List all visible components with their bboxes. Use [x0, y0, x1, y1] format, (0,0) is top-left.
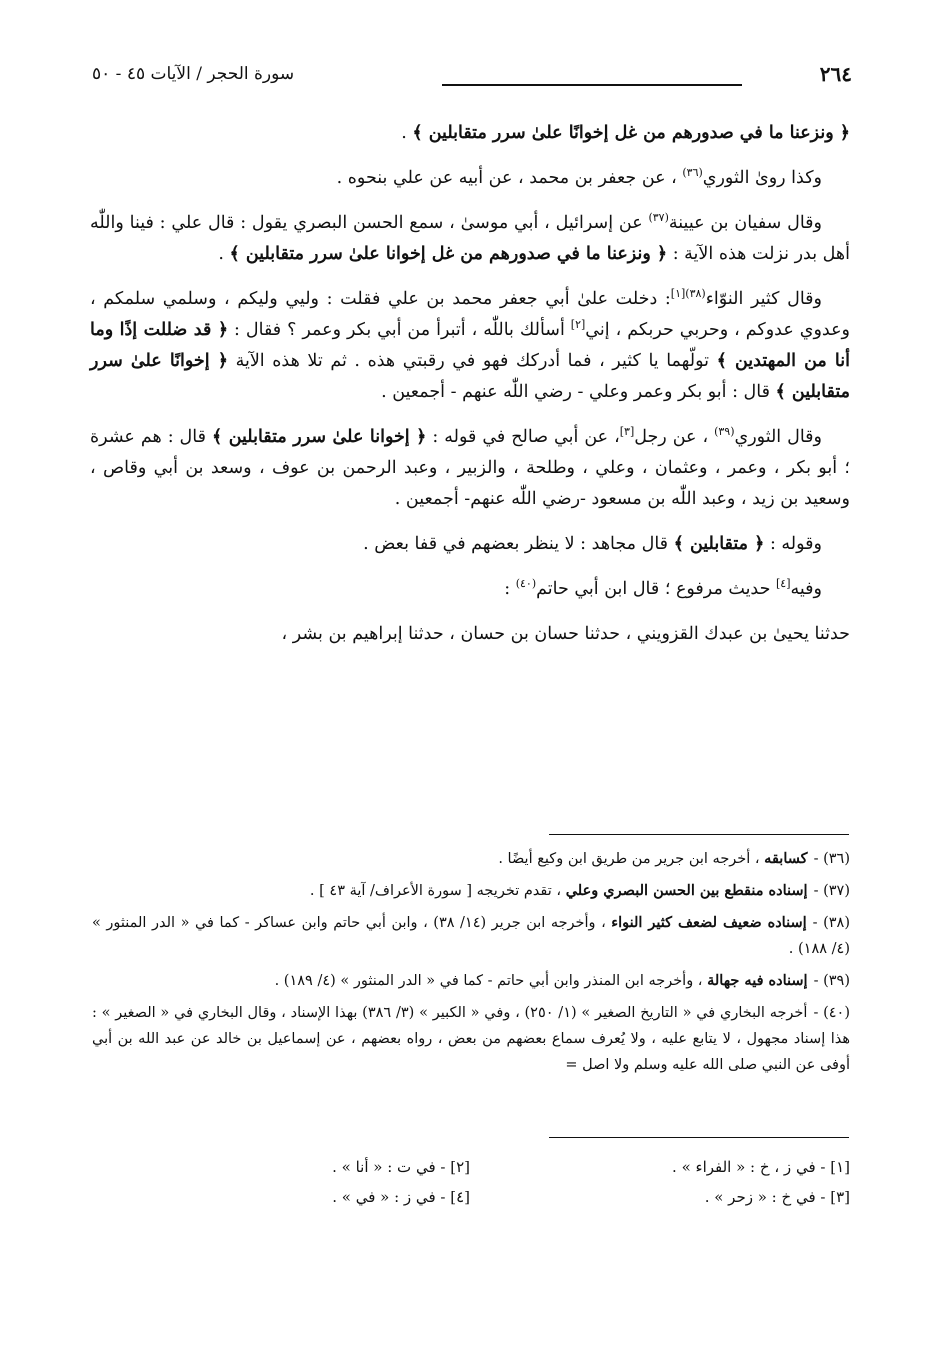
- text-run: وقال كثير النوّاء: [705, 289, 822, 309]
- grading-text: إسناده فيه جهالة: [707, 972, 808, 989]
- variant-note: [٤] - في ز : « في » .: [332, 1188, 470, 1206]
- footnote-text: ، أخرجه ابن جرير من طريق ابن وكيع أيضًا .: [498, 851, 765, 867]
- text-run: وكذا رویٰ الثوري: [702, 168, 822, 188]
- footnote-ref: (٣٨)[١]: [670, 287, 706, 301]
- footnote-text: ، وأخرجه ابن المنذر وابن أبي حاتم - كما في « الدر المنثور » (٤/ ١٨٩) .: [274, 973, 708, 989]
- footnote-ref: (٣٦): [682, 166, 703, 180]
- footnote-ref: (٣٧): [648, 211, 669, 225]
- variants-separator: [549, 1137, 849, 1138]
- manuscript-variants: [150, 1152, 850, 1212]
- footnote-text: ، وأخرجه ابن جرير (١٤/ ٣٨) ، وابن أبي حاتم وابن عساكر - كما في « الدر المنثور » (٤/ ١٨٨) .: [92, 915, 850, 957]
- text-run: وقال الثوري: [734, 427, 822, 447]
- footnote-number: (٤٠) -: [813, 1005, 851, 1021]
- quran-verse: ﴿ قد ضللت إذًا وما أنا من المهتدين ﴾: [90, 320, 850, 371]
- paragraph: [90, 619, 850, 650]
- text-run: عن إسرائيل ، أبي موسیٰ ، سمع الحسن البصري يقول : قال علي : فينا واللّٰه أهل بدر نزلت هذه الآية :: [90, 213, 850, 264]
- text-run: ، عن رجل: [634, 427, 715, 447]
- variant-note: [٢] - في ت : « أنا » .: [332, 1158, 470, 1176]
- text-run: قال مجاهد : لا ينظر بعضهم في قفا بعض .: [363, 534, 674, 554]
- text-run: .: [218, 244, 230, 264]
- text-run: وقال سفيان بن عيينة: [668, 213, 823, 233]
- text-run: أسألك باللّٰه ، أتبرأ من أبي بكر وعمر ؟ فقال :: [228, 320, 571, 340]
- footnote-ref: [٣]: [619, 425, 635, 439]
- variant-note: [١] - في ز ، خ : « الفراء » .: [672, 1158, 850, 1176]
- footnote-ref: [٢]: [570, 318, 586, 332]
- paragraph: [90, 284, 850, 408]
- main-text: [90, 118, 850, 664]
- paragraph: [90, 163, 850, 194]
- text-run: حديث مرفوع ؛ قال ابن أبي حاتم: [536, 579, 776, 599]
- quran-verse: ﴿ ونزعنا ما في صدورهم من غل إخوانا علىٰ سرر متقابلين ﴾: [229, 244, 668, 264]
- footnote-number: (٣٩) -: [813, 973, 850, 989]
- text-run: وفيه: [790, 579, 822, 599]
- text-run: ، عن أبي صالح في قوله :: [426, 427, 620, 447]
- quran-verse: ﴿ إخوانا علىٰ سرر متقابلين ﴾: [211, 427, 427, 447]
- running-title: سورة الحجر / الآيات ٤٥ - ٥٠: [92, 64, 295, 84]
- variant-note: [٣] - في خ : « زحر » .: [704, 1188, 850, 1206]
- header-rule: [442, 84, 742, 86]
- page-header: [92, 62, 852, 96]
- quran-verse: ﴿ ونزعنا ما في صدورهم من غل إخوانًا علىٰ سرر متقابلين ﴾: [412, 123, 850, 143]
- footnote-text: أخرجه البخاري في « التاريخ الصغير » (١/ ٢٥٠) ، وفي « الكبير » (٣/ ٣٨٦) بهذا الإسناد ، وقال البخاري في « الصغير » : هذا إسناد مجهول ، لا يتابع عليه ، ولا يُعرف سماع بعضهم من بعض ، رواه بعضهم ، عن إسماعيل بن خالد عن عبد الله بن أبي أوفى عن النبي صلى الله عليه وسلم ولا اصل =: [92, 1005, 850, 1073]
- grading-text: إسناده ضعيف لضعف كثير النواء: [611, 914, 807, 931]
- footnote: [92, 846, 850, 872]
- footnote-number: (٣٨) -: [812, 915, 850, 931]
- text-run: .: [401, 123, 413, 143]
- paragraph: [90, 422, 850, 515]
- footnote: [92, 1000, 850, 1078]
- text-run: تولّهما يا كثير ، فما أدركك فهو في رقبتي هذه . ثم تلا هذه الآية: [227, 351, 717, 371]
- quran-verse: ﴿ متقابلين ﴾: [673, 534, 765, 554]
- grading-text: إسناده منقطع بين الحسن البصري وعلي: [565, 882, 808, 899]
- footnote-separator: [549, 834, 849, 835]
- paragraph: [90, 529, 850, 560]
- footnote: [92, 910, 850, 962]
- paragraph: [90, 208, 850, 270]
- page-number: ٢٦٤: [819, 62, 852, 86]
- text-run: قال : هم عشرة ؛ أبو بكر ، وعمر ، وعثمان ، وعلي ، وطلحة ، والزبير ، وعبد الرحمن بن عوف ، وسعد بن أبي وقاص ، وسعيد بن زيد ، وعبد اللّٰه بن مسعود -رضي اللّٰه عنهم- أجمعين .: [90, 427, 850, 509]
- footnote-ref: [٤]: [776, 577, 791, 591]
- paragraph: [90, 118, 850, 149]
- footnote: [92, 968, 850, 994]
- footnote-text: ، تقدم تخريجه [ سورة الأعراف/ آية ٤٣ ] .: [309, 883, 566, 899]
- footnote: [92, 878, 850, 904]
- text-run: ، عن جعفر بن محمد ، عن أبيه عن علي بنحوه .: [336, 168, 683, 188]
- footnote-ref: (٣٩): [714, 425, 735, 439]
- footnote-ref: (٤٠): [515, 577, 537, 591]
- paragraph: [90, 574, 850, 605]
- text-run: قال : أبو بكر وعمر وعلي - رضي اللّٰه عنهم - أجمعين .: [381, 382, 776, 402]
- footnotes: [92, 846, 850, 1084]
- text-run: :: [504, 579, 516, 599]
- grading-text: كسابقه: [764, 850, 808, 867]
- text-run: وقوله :: [764, 534, 822, 554]
- text-run: : دخلت علىٰ أبي جعفر محمد بن علي فقلت : وليي وليكم ، وسلمي سلمكم ، وعدوي عدوكم ، وحربي حربكم ، إني: [90, 289, 851, 340]
- quran-verse: ﴿ إخوانًا علىٰ سرر متقابلين ﴾: [90, 351, 850, 402]
- text-run: حدثنا يحيیٰ بن عبدك القزويني ، حدثنا حسان بن حسان ، حدثنا إبراهيم بن بشر ،: [281, 624, 850, 644]
- footnote-number: (٣٧) -: [813, 883, 850, 899]
- footnote-number: (٣٦) -: [813, 851, 850, 867]
